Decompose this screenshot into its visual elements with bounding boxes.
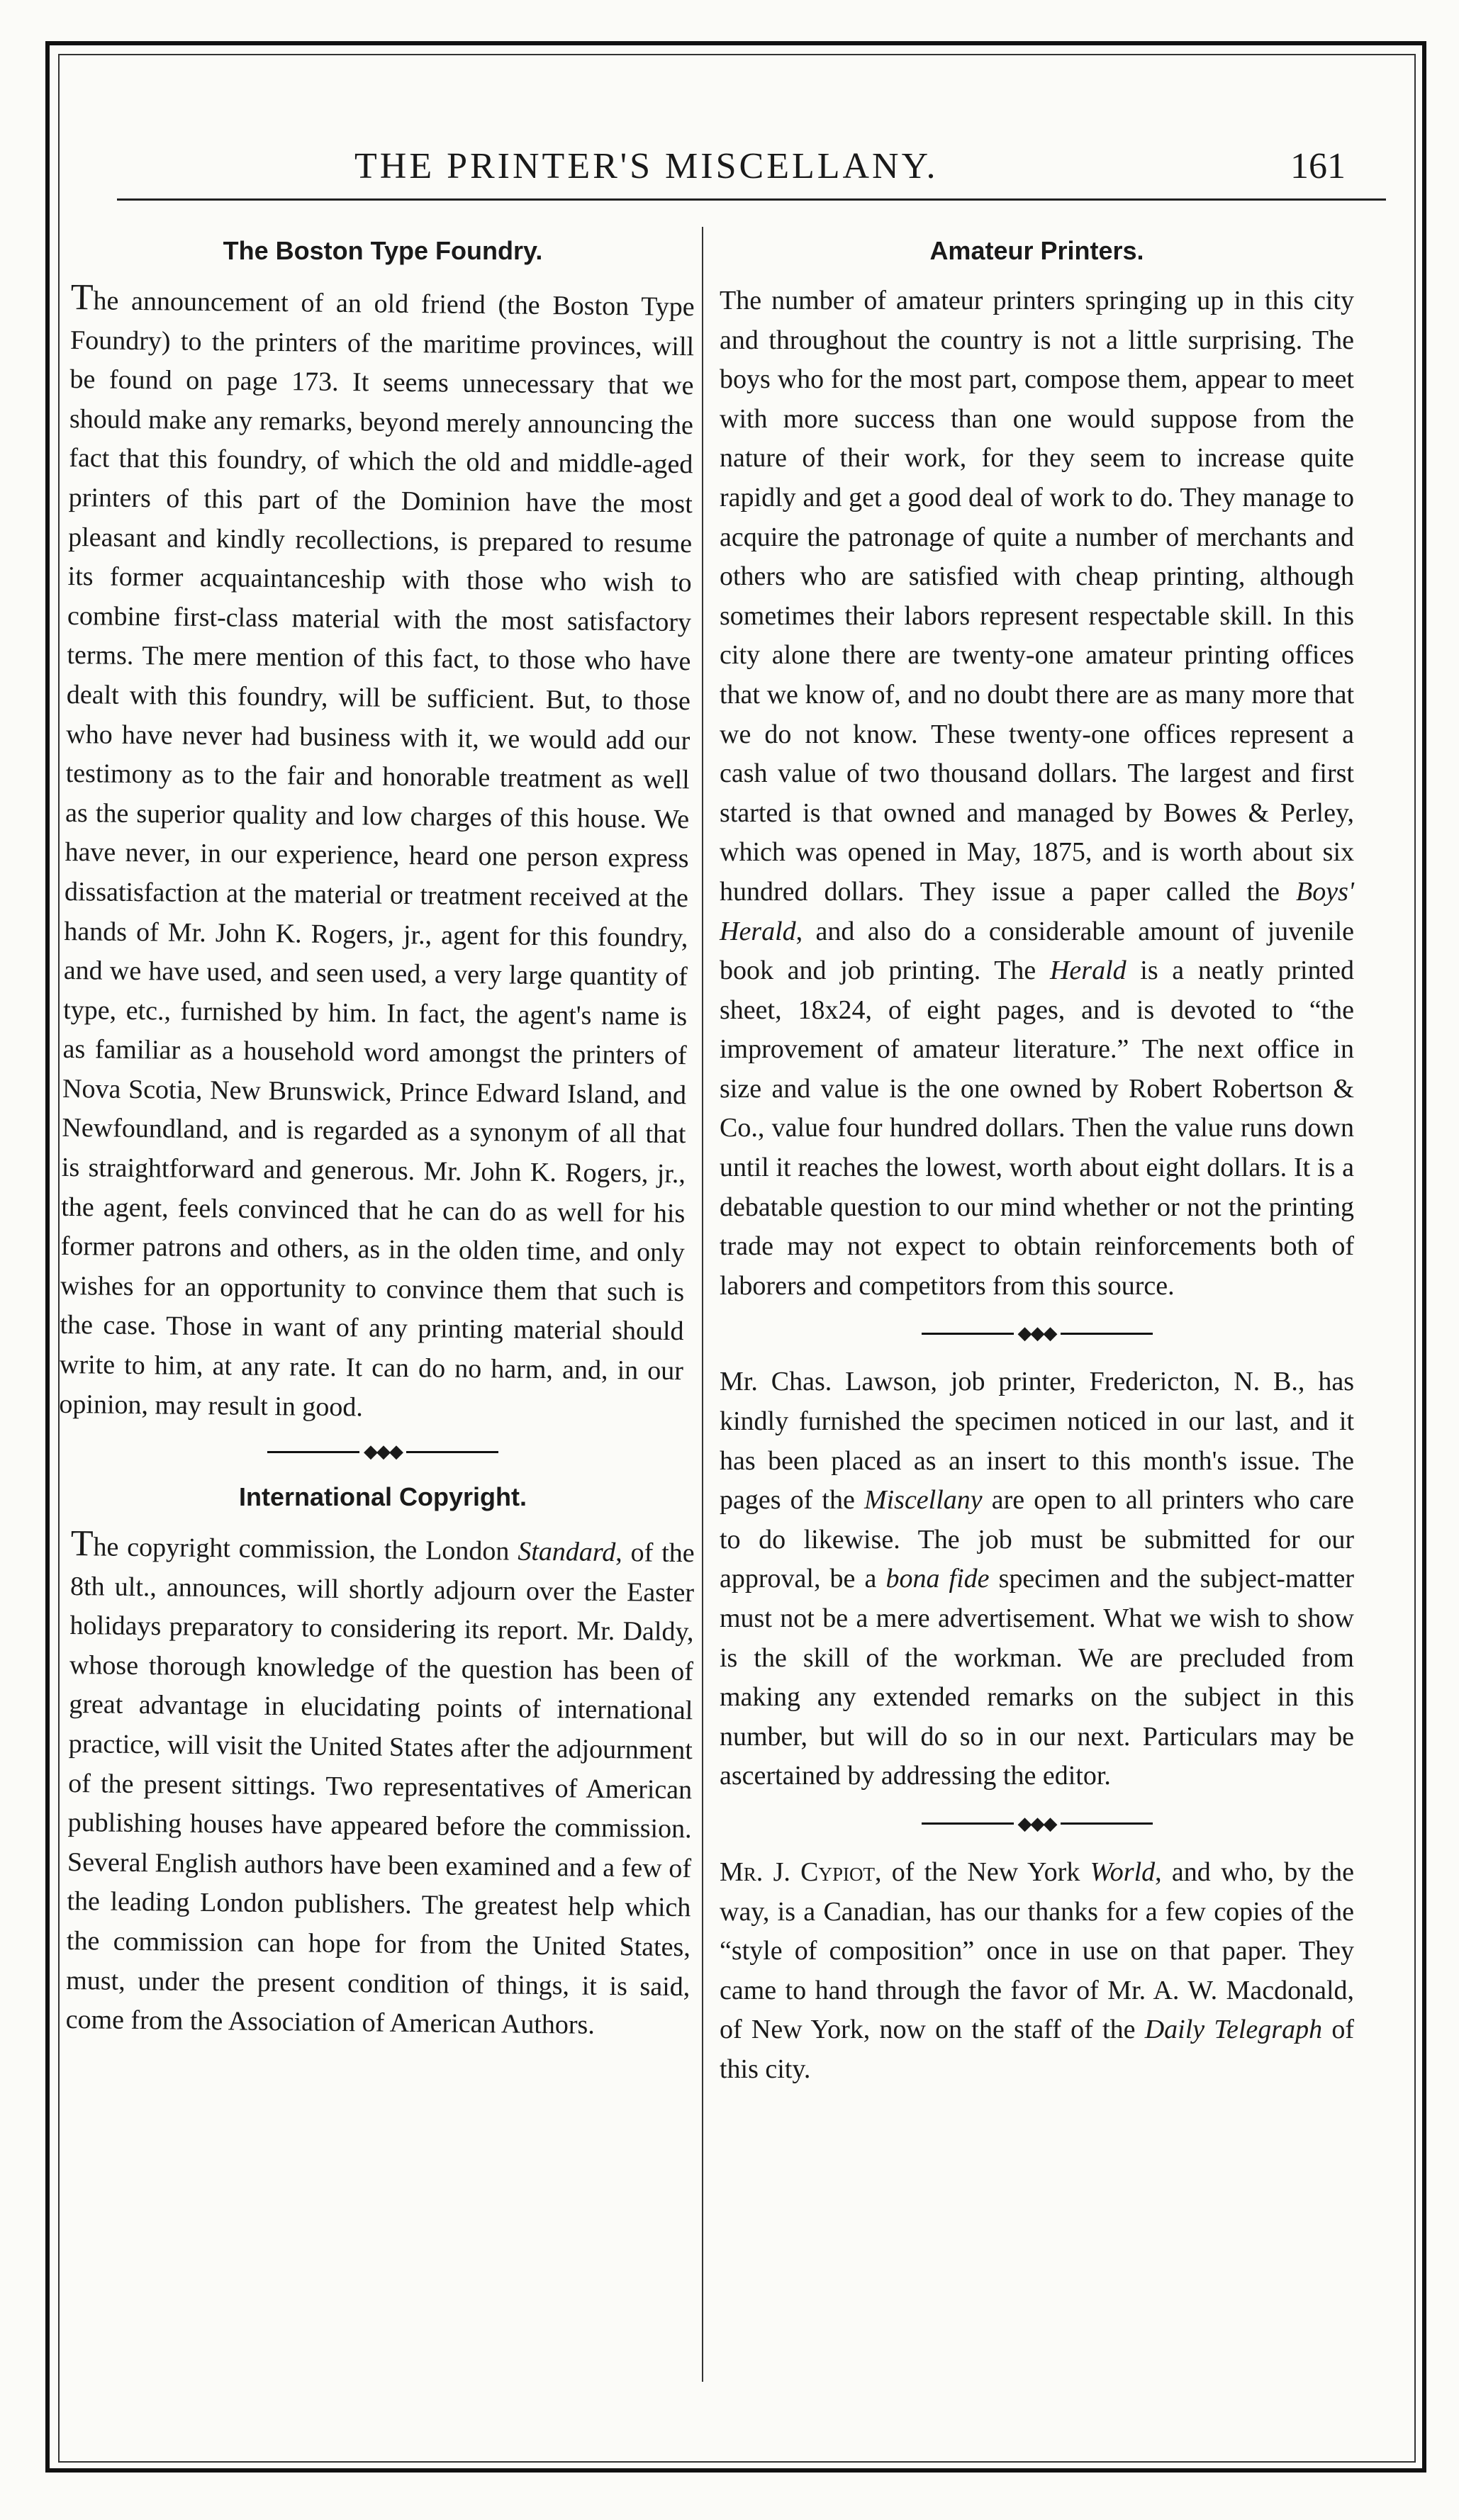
drop-letter: T	[70, 277, 94, 318]
notice-text: of this city.	[720, 2015, 1354, 2084]
ornament-rule-right	[406, 1451, 498, 1453]
notice-text: , of the New York	[875, 1857, 1090, 1887]
article-amateur-printers	[720, 236, 1354, 1306]
article-text: The number of amateur printers springing up in this city and throughout the country is not a little surprising. The boys who for the most part, compose them, appear to meet with more success than one would suppose from the nature of their work, for they seem to increase quite rapidly and get a good deal of work to do. They manage to acquire the patronage of quite a number of merchants and others who are satisfied with cheap printing, although sometimes their labors represent respectable skill. In this city alone there are twenty-one amateur printing offices that we know of, and no doubt there are as many more that we do not know. These twenty-one offices represent a cash value of two thousand dollars. The largest and first started is that owned and managed by Bowes & Perley, which was opened in May, 1875, and is worth about six hundred dollars. They issue a paper called the	[720, 286, 1354, 907]
ornament-glyph: ◆◆◆	[364, 1441, 402, 1462]
ornament-rule-left	[267, 1451, 359, 1453]
section-ornament	[720, 1323, 1354, 1344]
ornament-rule-left	[922, 1822, 1014, 1825]
section-ornament	[720, 1813, 1354, 1835]
article-text: is a neatly printed sheet, 18x24, of eight pages, and is devoted to “the improvement of amateur literature.” The next office in size and value is the one owned by Robert Robertson & Co., value four hundred dollars. Then the value runs down until it reaches the lowest, worth about eight dollars. It is a debatable question to our mind whether or not the printing trade may not expect to obtain reinforcements both of laborers and competitors from this source.	[720, 956, 1354, 1301]
paper-title: Daily Telegraph	[1144, 2015, 1323, 2045]
notice-body	[720, 1853, 1354, 2090]
ornament-rule-left	[922, 1333, 1014, 1335]
ornament-glyph: ◆◆◆	[1017, 1813, 1056, 1834]
paper-title: World	[1090, 1857, 1156, 1887]
ornament-rule-right	[1061, 1822, 1153, 1825]
article-body	[720, 281, 1354, 1306]
header-rule	[117, 198, 1386, 201]
article-heading: International Copyright.	[238, 1482, 527, 1512]
paper-title: Herald	[1049, 956, 1127, 986]
article-text: , and also do a considerable amount of juvenile book and job printing. The	[720, 916, 1354, 986]
drop-letter: T	[70, 1523, 94, 1564]
person-name: Mr. J. Cypiot	[720, 1857, 875, 1887]
article-heading: Amateur Printers.	[929, 236, 1144, 265]
newspaper-name: Standard	[518, 1536, 616, 1568]
article-boston-type-foundry	[59, 236, 695, 1424]
notice-text: Mr. Chas. Lawson, job printer, Fredericton, N. B., has kindly furnished the specimen noticed in our last, and it has been placed as an insert to this month's issue. The pages of the	[720, 1367, 1354, 1516]
section-ornament	[71, 1441, 695, 1462]
article-text: he copyright commission, the London	[93, 1532, 518, 1567]
running-title: THE PRINTER'S MISCELLANY.	[354, 146, 939, 186]
notice-lawson	[720, 1362, 1354, 1796]
article-text: he announcement of an old friend (the Boston Type Foundry) to the printers of the maritime provinces, will be found on page 173. It seems unnecessary that we should make any remarks, beyond merely announcing the fact that this foundry, of which the old and middle-aged printers of this part of the Dominion have the most pleasant and kindly recollections, is prepared to resume its former acquaintanceship with those who wish to combine first-class material with the most satisfactory terms. The mere mention of this fact, to those who have dealt with this foundry, will be sufficient. But, to those who have never had business with it, we would add our testimony as to the fair and honorable treatment as well as the superior quality and low charges of this house. We have never, in our experience, heard one person express dissatisfaction at the material or treatment received at the hands of Mr. John K. Rogers, jr., agent for this foundry, and we have used, and seen used, a very large quantity of type, etc., furnished by him. In fact, the agent's name is as familiar as a household word amongst the printers of Nova Scotia, New Brunswick, Prince Edward Island, and Newfoundland, and is regarded as a synonym of all that is straightforward and generous. Mr. John K. Rogers, jr., the agent, feels convinced that he can do as well for his former patrons and others, as in the olden time, and only wishes for an opportunity to convince them that such is the case. Those in want of any printing material should write to him, at any rate. It can do no harm, and, in our opinion, may result in good.	[59, 286, 695, 1423]
latin-phrase: bona fide	[885, 1564, 990, 1594]
article-text: , of the 8th ult., announces, will shortly adjourn over the Easter holidays preparatory to considering its report. Mr. Daldy, whose thorough knowledge of the question has been of great advantage in elucidating points of international practice, will visit the United States after the adjournment of the present sittings. Two representatives of American publishing houses have appeared before the commission. Several English authors have been examined and a few of the leading London publishers. The greatest help which the commission can hope for from the United States, must, under the present condition of things, it is said, come from the Association of American Authors.	[65, 1538, 695, 2041]
column-divider	[702, 227, 703, 2382]
magazine-title: Miscellany	[863, 1485, 983, 1516]
page-number: 161	[1290, 146, 1346, 186]
notice-text: are open to all printers who care to do likewise. The job must be submitted for our approval, be a	[720, 1485, 1354, 1594]
article-body	[59, 277, 695, 1430]
notice-text: specimen and the subject-matter must not be a mere advertisement. What we wish to show is the skill of the workman. We are precluded from making any extended remarks on the subject in this number, but will do so in our next. Particulars may be ascertained by addressing the editor.	[720, 1564, 1354, 1791]
right-column	[720, 216, 1354, 2090]
paper-title: Boys' Herald	[720, 876, 1354, 946]
notice-cypiot	[720, 1853, 1354, 2090]
notice-body	[720, 1362, 1354, 1796]
notice-text: , and who, by the way, is a Canadian, has our thanks for a few copies of the “style of composition” once in use on that paper. They came to hand through the favor of Mr. A. W. Macdonald, of New York, now on the staff of the	[720, 1857, 1354, 2045]
ornament-glyph: ◆◆◆	[1017, 1323, 1056, 1344]
ornament-rule-right	[1061, 1333, 1153, 1335]
left-column	[59, 216, 695, 2041]
article-body	[65, 1523, 695, 2046]
article-heading: The Boston Type Foundry.	[223, 236, 543, 265]
article-international-copyright	[65, 1482, 695, 2041]
